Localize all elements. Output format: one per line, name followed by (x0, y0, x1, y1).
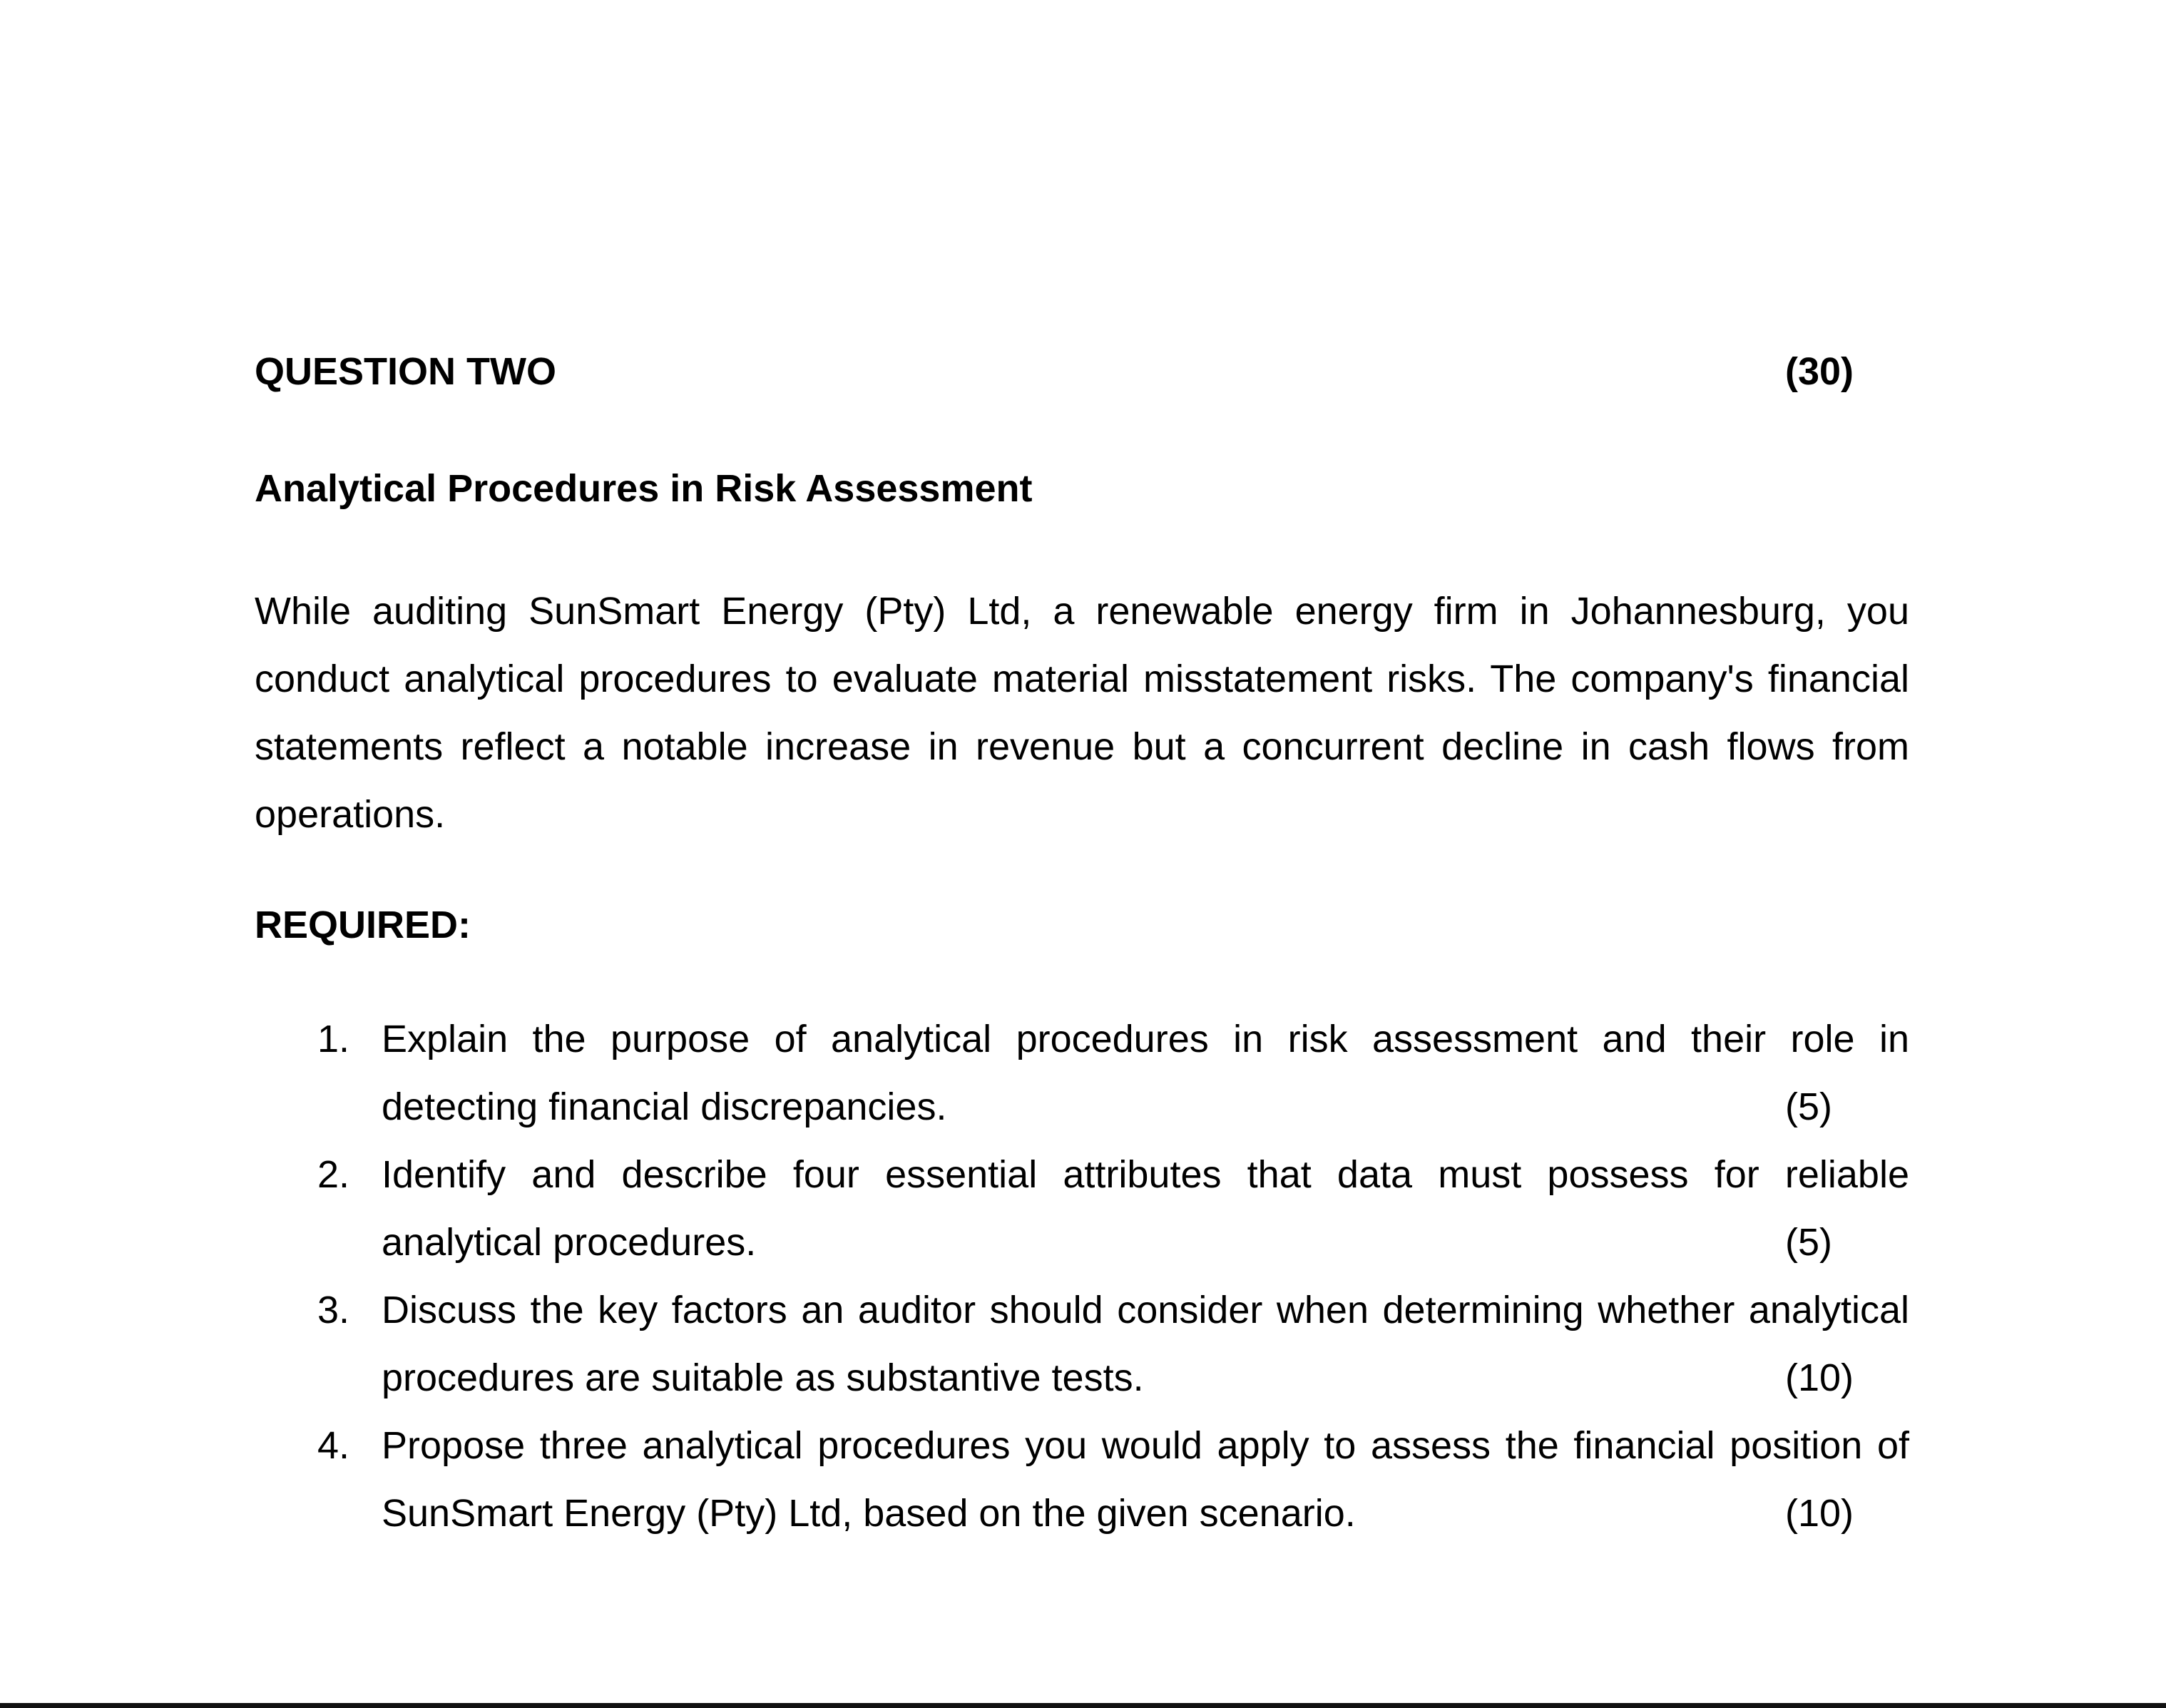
question-list (255, 1006, 1909, 1548)
question-text: Propose three analytical procedures you would apply to assess the financial position of SunSmart Energy (Pty) Ltd, based on the given scenario. (382, 1424, 1909, 1535)
question-number: 2. (317, 1153, 350, 1196)
question-text: Discuss the key factors an auditor should consider when determining whether analytical procedures are suitable as substantive tests. (382, 1289, 1909, 1399)
bottom-border-line (0, 1703, 2166, 1708)
question-item-1 (255, 1006, 1909, 1141)
question-number: 4. (317, 1424, 350, 1467)
required-heading: REQUIRED: (255, 904, 471, 946)
question-text: Identify and describe four essential attributes that data must possess for reliable analytical procedures. (382, 1153, 1909, 1264)
question-number: 3. (317, 1289, 350, 1331)
question-marks: (10) (1784, 1492, 1854, 1535)
question-title: QUESTION TWO (255, 350, 556, 393)
question-subtitle: Analytical Procedures in Risk Assessment (255, 467, 1033, 510)
question-item-3 (255, 1277, 1909, 1412)
question-marks: (5) (1785, 1085, 1832, 1128)
scenario-paragraph: While auditing SunSmart Energy (Pty) Ltd, a renewable energy firm in Johannesburg, you conduct analytical procedures to evaluate material misstatement risks. The company's financial statements reflect a notable increase in revenue but a concurrent decline in cash flows from operations. (255, 590, 1909, 836)
question-item-4 (255, 1412, 1909, 1548)
question-text: Explain the purpose of analytical procedures in risk assessment and their role in detecting financial discrepancies. (382, 1018, 1909, 1128)
question-total-marks: (30) (1784, 350, 1854, 393)
question-marks: (10) (1784, 1356, 1854, 1399)
question-header (255, 347, 1854, 397)
question-marks: (5) (1785, 1221, 1832, 1264)
question-item-2 (255, 1141, 1909, 1277)
question-number: 1. (317, 1018, 350, 1060)
